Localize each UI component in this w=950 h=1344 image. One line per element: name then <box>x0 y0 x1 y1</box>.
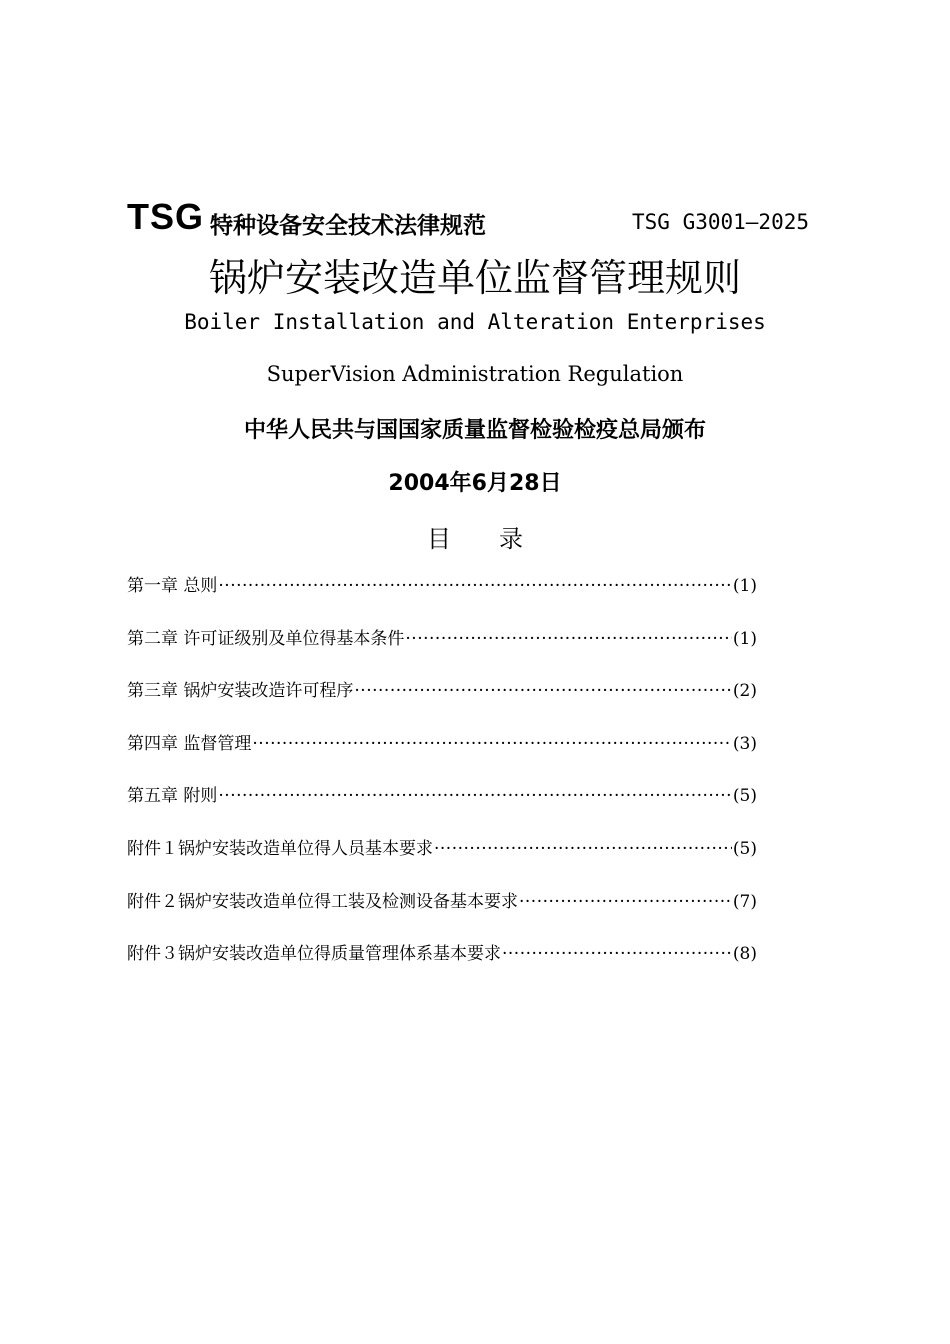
toc-entry-page: (5) <box>732 786 757 807</box>
toc-entry[interactable] <box>127 834 757 887</box>
toc-dot-leader <box>218 576 732 596</box>
toc-dot-leader <box>405 629 732 649</box>
toc-entry-page: (7) <box>732 891 757 912</box>
issue-date: 2004年6月28日 <box>388 471 562 496</box>
toc-dot-leader <box>519 892 732 912</box>
document-title-en-line2: SuperVision Administration Regulation <box>266 362 684 386</box>
toc-heading: 目录 <box>427 525 571 553</box>
table-of-contents <box>127 571 757 992</box>
toc-entry-page: (2) <box>732 681 757 702</box>
standard-code: TSG G3001—2025 <box>632 210 810 234</box>
toc-entry[interactable] <box>127 887 757 940</box>
toc-entry-label: 附件２锅炉安装改造单位得工装及检测设备基本要求 <box>127 891 518 912</box>
toc-entry[interactable] <box>127 939 757 992</box>
toc-entry-label: 第四章 监督管理 <box>127 733 252 754</box>
toc-entry-label: 第二章 许可证级别及单位得基本条件 <box>127 628 405 649</box>
toc-entry-page: (5) <box>732 838 757 859</box>
series-title: 特种设备安全技术法律规范 <box>210 213 486 239</box>
toc-dot-leader <box>434 839 732 859</box>
document-title-cn: 锅炉安装改造单位监督管理规则 <box>208 256 741 300</box>
issuing-authority: 中华人民共与国国家质量监督检验检疫总局颁布 <box>243 418 706 443</box>
toc-entry-label: 第三章 锅炉安装改造许可程序 <box>127 681 354 702</box>
toc-entry[interactable] <box>127 781 757 834</box>
toc-entry-label: 第五章 附则 <box>127 786 218 807</box>
toc-dot-leader <box>502 944 732 964</box>
tsg-logo: TSG <box>127 196 205 237</box>
toc-dot-leader <box>218 786 732 806</box>
toc-entry-label: 第一章 总则 <box>127 576 218 596</box>
toc-entry-page: (8) <box>732 944 757 965</box>
toc-dot-leader <box>252 734 732 754</box>
toc-entry[interactable] <box>127 624 757 677</box>
toc-entry-label: 附件３锅炉安装改造单位得质量管理体系基本要求 <box>127 944 501 965</box>
toc-entry[interactable] <box>127 729 757 782</box>
document-title-en-line1: Boiler Installation and Alteration Enterprises <box>184 310 766 334</box>
toc-entry-page: (3) <box>732 733 757 754</box>
toc-dot-leader <box>354 681 732 701</box>
toc-entry[interactable] <box>127 571 757 624</box>
toc-entry-label: 附件１锅炉安装改造单位得人员基本要求 <box>127 838 433 859</box>
toc-entry-page: (1) <box>732 628 757 649</box>
toc-entry-page: (1) <box>732 576 757 596</box>
toc-entry[interactable] <box>127 676 757 729</box>
